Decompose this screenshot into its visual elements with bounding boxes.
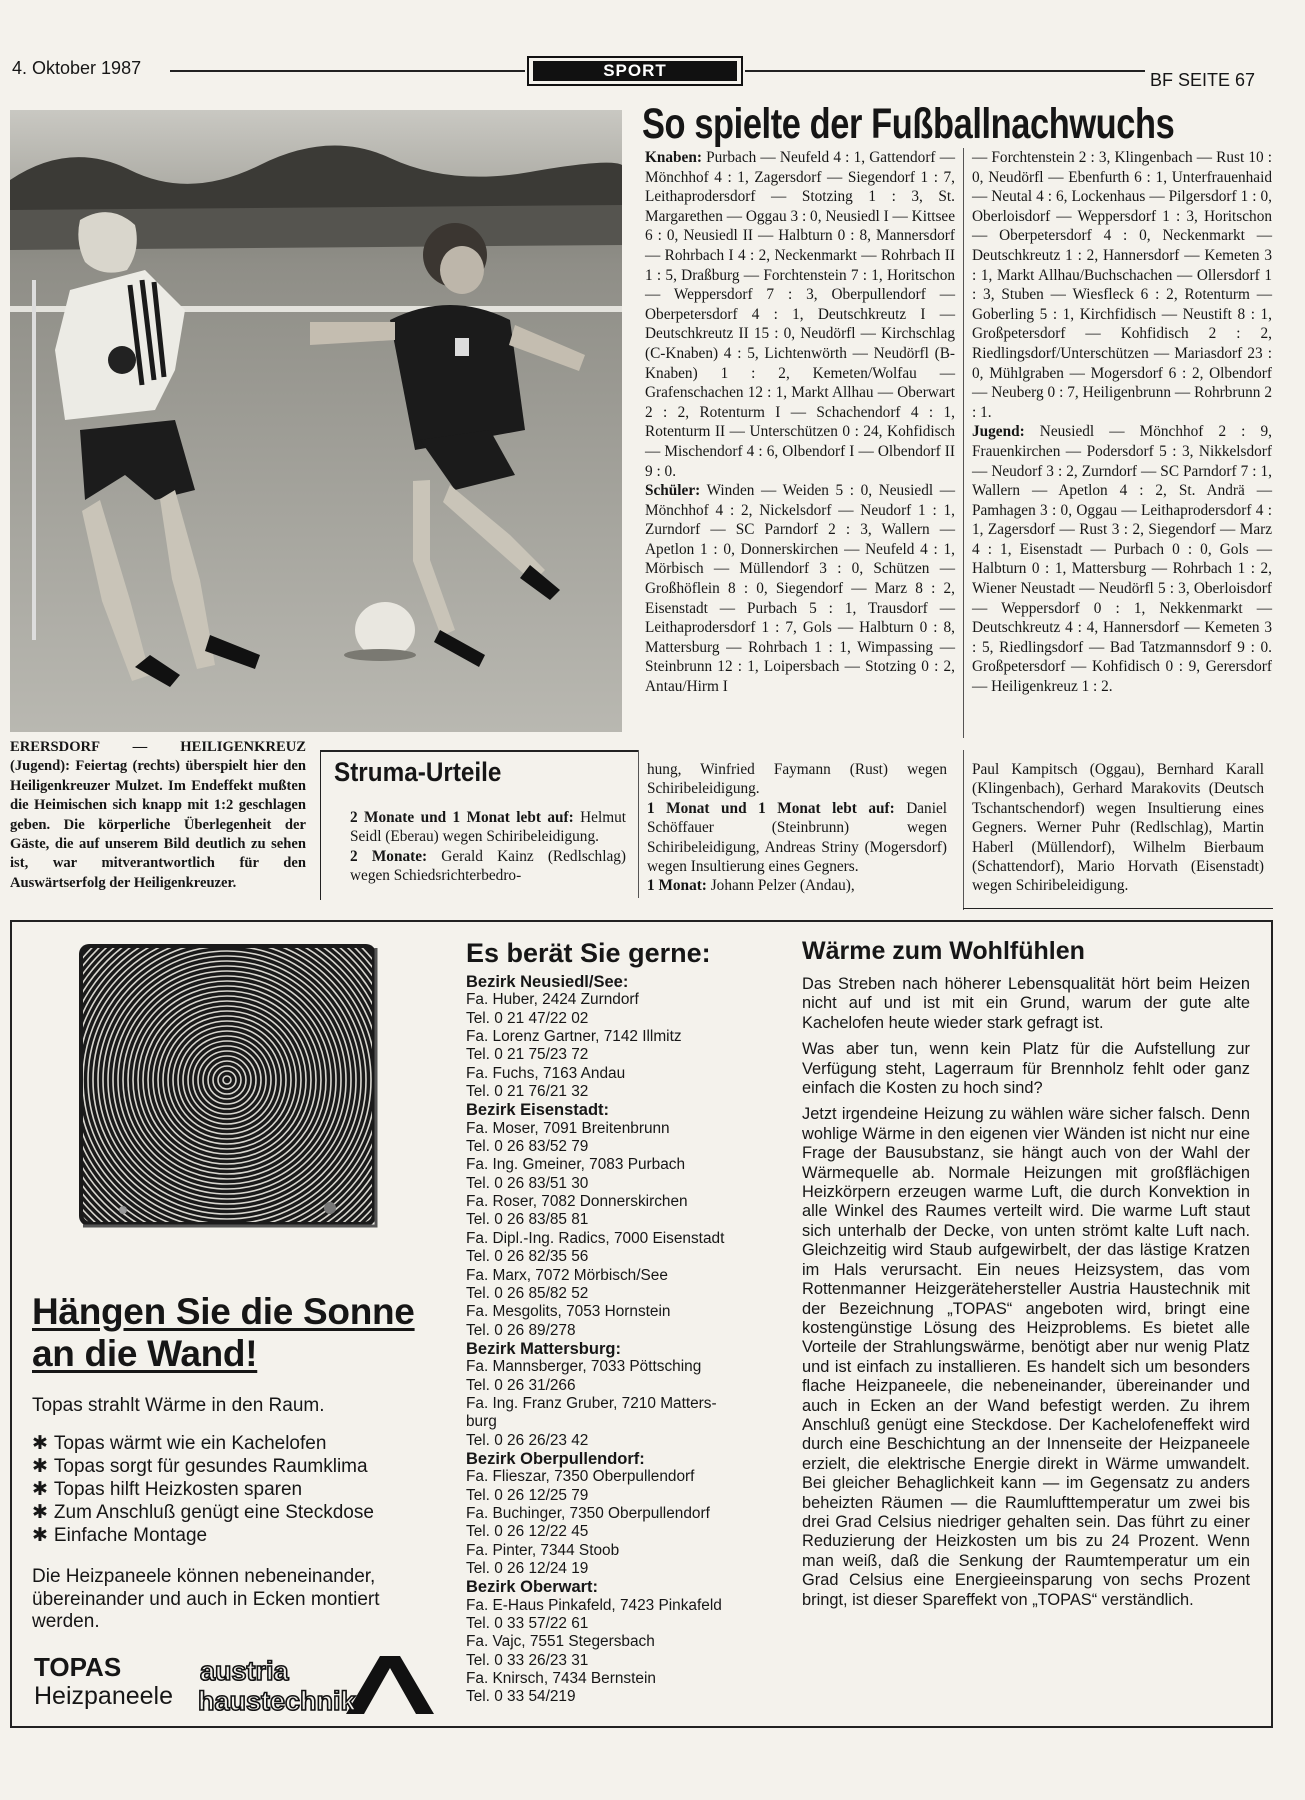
ad-subline: Topas strahlt Wärme in den Raum.: [32, 1395, 325, 1416]
feature-text: Topas sorgt für gesundes Raumklima: [53, 1456, 368, 1477]
dealer-line: Fa. Marx, 7072 Mörbisch/See: [466, 1266, 668, 1284]
dealer-line: Tel. 0 26 12/24 19: [466, 1560, 589, 1577]
section-label-box: [527, 56, 743, 86]
page-number: BF SEITE 67: [1150, 70, 1256, 90]
ad-article-body: [802, 975, 1250, 1617]
column-divider: [963, 148, 964, 738]
dealer-line: Tel. 0 26 83/85 81: [466, 1211, 589, 1229]
results-column-1: [645, 148, 955, 697]
heater-panel-image: [75, 940, 380, 1230]
dealer-line: Tel. 0 21 47/22 02: [466, 1009, 589, 1027]
asterisk-icon: ✱: [32, 1456, 48, 1477]
feature-item: [32, 1524, 374, 1547]
struma-column-1: [350, 808, 626, 886]
struma-bottom-rule: [963, 908, 1273, 909]
paragraph-text: Purbach — Neufeld 4 : 1, Gattendorf — Mönchhof 4 : 1, Zagersdorf — Siegendorf 1 : 7, Leithaprodersdorf — Stotzing 1 : 3, St. Margarethen — Oggau 3 : 0, Neusiedl I — Kittsee 6 : 0, Neusiedl II — Halbturn 0 : 8, Mannersdorf — Rohrbach I 4 : 2, Neckenmarkt — Rohrbach II 1 : 5, Draßburg — Forchtenstein 7 : 1, Horitschon — Weppersdorf 7 : 3, Oberpullendorf — Oberpetersdorf 4 : 1, Deutschkreutz I — Deutschkreutz II 15 : 0, Neudörfl — Kirchschlag (C-Knaben) 4 : 5, Lichtenwörth — Neudörfl (B-Knaben) 1 : 2, Kemeten/Wolfau — Grafenschachen 12 : 1, Markt Allhau — Oberwart 2 : 2, Rotenturm I — Schachendorf 4 : 1, Rotenturm II — Unterschützen 0 : 24, Kohfidisch — Mischendorf 4 : 6, Olbendorf I — Olbendorf II 9 : 0.: [645, 149, 955, 480]
dealer-region: Bezirk Oberwart:: [466, 1578, 599, 1597]
dealer-region: Bezirk Neusiedl/See:: [466, 973, 629, 991]
dealer-line: Tel. 0 26 85/82 52: [466, 1284, 589, 1302]
brand-subtitle: Heizpaneele: [34, 1682, 173, 1710]
football-photo: [10, 110, 622, 732]
entry-text: Paul Kampitsch (Oggau), Bernhard Karall (Klingenbach), Gerhard Marakovits (Deutsch Tschantschendorf) wegen Insultierung eines Gegners. Werner Puhr (Redlschlag), Martin Haberl (Müllendorf), Wilhelm Bierbaum (Schattendorf), Mario Horvath (Eisenstadt) wegen Schiribeleidigung.: [972, 761, 1264, 895]
dealer-line: Tel. 0 26 83/52 79: [466, 1138, 589, 1156]
dealer-line: Tel. 0 26 83/51 30: [466, 1174, 589, 1192]
dealer-region: Bezirk Mattersburg:: [466, 1339, 621, 1358]
entry-label: 2 Monate und 1 Monat lebt auf:: [350, 809, 574, 826]
struma-column-2: [647, 760, 947, 896]
feature-item: [32, 1432, 374, 1455]
struma-entry: [972, 760, 1264, 896]
results-paragraph: [645, 481, 955, 697]
dealer-title: Es berät Sie gerne:: [466, 938, 711, 968]
results-paragraph: [972, 422, 1272, 696]
dealer-line: Fa. E-Haus Pinkafeld, 7423 Pinkafeld: [466, 1596, 722, 1614]
column-divider: [963, 750, 964, 910]
entry-label: 2 Monate:: [350, 847, 428, 865]
feature-text: Einfache Montage: [53, 1525, 208, 1546]
dealer-line: Fa. Mesgolits, 7053 Hornstein: [466, 1303, 671, 1321]
issue-date: 4. Oktober 1987: [12, 58, 142, 78]
dealer-line: Fa. Vajc, 7551 Stegersbach: [466, 1633, 655, 1651]
ad-paragraph: Die Heizpaneele können nebeneinander, übereinander und auch in Ecken montiert werden.: [32, 1566, 380, 1632]
photo-caption: ERERSDORF — HEILIGENKREUZ (Jugend): Feiertag (rechts) überspielt hier den Heiligenkreuzer Mulzet. Im Endeffekt mußten die Heimischen sich knapp mit 1:2 geschlagen geben. Die körperliche Überlegenheit der Gäste, die auf unserem Bild deutlich zu sehen ist, war mitverantwortlich für den Auswärtserfolg der Heiligenkreuzer.: [10, 739, 306, 891]
dealer-line: Fa. Huber, 2424 Zurndorf: [466, 991, 639, 1009]
dealer-line: Fa. Lorenz Gartner, 7142 Illmitz: [466, 1028, 682, 1046]
article-paragraph: Jetzt irgendeine Heizung zu wählen wäre sicher falsch. Denn wohlige Wärme in den eigenen vier Wänden ist nicht nur eine Frage der Bausubstanz, sie hängt auch von der Wahl der Wärmequelle ab. Normale Heizungen mit großflächigen Heizkörpern erzeugen warme Luft, die durch Konvektion in alle Winkel des Raumes verteilt wird. Die warme Luft staut sich unterhalb der Decke, von unten strömt kalte Luft nach. Gleichzeitig wird Staub aufgewirbelt, der das lästige Kratzen im Hals verursacht. Ein neues Heizsystem, das vom Rottenmanner Heizgerätehersteller Austria Haustechnik mit der Bezeichnung „TOPAS“ angeboten wird, bringt eine kostengünstige Lösung des Heizproblems. Es bietet alle Vorteile der Strahlungswärme, benötigt aber nur wenig Platz und ist einfach zu installieren. Es handelt sich um besonders flache Heizpaneele, die nebeneinander, übereinander und auch in Ecken an der Wand befestigt werden. Zu ihrem Anschluß genügt eine Steckdose. Der Kachelofeneffekt wird durch eine Beschichtung an der Innenseite der Heizpaneele erzielt, die elektrische Energie direkt in Wärme umwandelt. Bei gleicher Behaglichkeit kann — im Gegensatz zu anders beheizten Räumen — die Raumlufttemperatur um zwei bis drei Grad Celsius niedriger gehalten sein. Das führt zu einer Reduzierung der Heizkosten um bis zu 24 Prozent. Wenn man weiß, daß die Senkung der Raumtemperatur um ein Grad Celsius eine Energieeinsparung von sechs Prozent bringt, ist dieser Spareffekt von „TOPAS“ verständlich.: [802, 1105, 1250, 1609]
results-paragraph: [972, 148, 1272, 422]
header-rule-right: [745, 70, 1145, 72]
feature-text: Topas wärmt wie ein Kachelofen: [53, 1433, 327, 1454]
results-paragraph: [645, 148, 955, 481]
austria-haustechnik-logo: [196, 1654, 436, 1716]
paragraph-label: Schüler:: [645, 482, 701, 500]
dealer-line: Tel. 0 26 26/23 42: [466, 1431, 589, 1449]
paragraph-text: — Forchtenstein 2 : 3, Klingenbach — Rust 10 : 0, Neudörfl — Ebenfurth 6 : 1, Unterfrauenhaid — Neutal 4 : 6, Lockenhaus — Pilgersdorf 1 : 0, Oberloisdorf — Weppersdorf 1 : 3, Horitschon — Oberpetersdorf 4 : 0, Neckenmarkt — Deutschkreutz 1 : 2, Hannersdorf — Kemeten 3 : 1, Markt Allhau/Buchschachen — Ollersdorf 1 : 3, Stuben — Wiesfleck 6 : 2, Rotenturm — Goberling 5 : 1, Kirchfidisch — Neustift 8 : 1, Großpetersdorf — Kohfidisch 2 : 2, Riedlingsdorf/Unterschützen — Mariasdorf 23 : 0, Mühlgraben — Mogersdorf 6 : 2, Olbendorf — Neuberg 0 : 7, Heiligenbrunn — Rohrbrunn 2 : 1.: [972, 149, 1272, 421]
dealer-line: Fa. Ing. Gmeiner, 7083 Purbach: [466, 1156, 686, 1174]
article-paragraph: Das Streben nach höherer Lebensqualität hört beim Heizen nicht auf und ist mit ein Grund, warum der gute alte Kachelofen heute wieder stark gefragt ist.: [802, 975, 1250, 1032]
struma-entry: [350, 808, 626, 847]
dealer-line: Fa. Flieszar, 7350 Oberpullendorf: [466, 1468, 695, 1486]
dealer-line: Fa. Ing. Franz Gruber, 7210 Matters-: [466, 1394, 717, 1412]
dealer-line: Fa. Dipl.-Ing. Radics, 7000 Eisenstadt: [466, 1229, 725, 1247]
ad-article-title: Wärme zum Wohlfühlen: [802, 937, 1085, 965]
dealer-line: Fa. Pinter, 7344 Stoob: [466, 1541, 620, 1559]
dealer-line: Fa. Mannsberger, 7033 Pöttsching: [466, 1358, 702, 1376]
paragraph-text: Winden — Weiden 5 : 0, Neusiedl — Mönchhof 4 : 2, Nickelsdorf — Neudorf 1 : 1, Zurndorf — SC Parndorf 2 : 3, Wallern — Apetlon 1 : 0, Donnerskirchen — Neufeld 4 : 1, Mörbisch — Müllendorf 3 : 0, Schützen — Großhöflein 8 : 0, Siegendorf — Marz 8 : 2, Eisenstadt — Purbach 5 : 1, Trausdorf — Leithaprodersdorf 1 : 7, Gols — Halbturn 0 : 8, Mattersburg — Rohrbach 1 : 1, Wimpassing — Steinbrunn 12 : 1, Loipersbach — Stotzing 0 : 2, Antau/Hirm I: [645, 482, 955, 696]
asterisk-icon: ✱: [32, 1433, 48, 1454]
ad-headline-line-1: Hängen Sie die Sonne: [32, 1291, 415, 1332]
header-rule-left: [170, 70, 525, 72]
struma-entry: [647, 760, 947, 799]
dealer-region: Bezirk Oberpullendorf:: [466, 1449, 645, 1468]
paragraph-label: Knaben:: [645, 149, 702, 166]
entry-text: Helmut Seidl (Eberau) wegen Schiribeleidigung.: [350, 809, 626, 846]
article-paragraph: Was aber tun, wenn kein Platz für die Aufstellung zur Verfügung steht, Lagerraum für Brennholz fehlt oder ganz einfach die Kosten zu hoch sind?: [802, 1040, 1250, 1098]
dealer-line: Tel. 0 26 31/266: [466, 1376, 576, 1394]
feature-text: Zum Anschluß genügt eine Steckdose: [53, 1502, 374, 1523]
dealer-line: Tel. 0 26 89/278: [466, 1321, 576, 1339]
dealer-line: Tel. 0 26 82/35 56: [466, 1248, 589, 1266]
logo-graphic: [196, 1654, 436, 1716]
dealer-line: Tel. 0 33 57/22 61: [466, 1615, 589, 1633]
dealer-line: Fa. Buchinger, 7350 Oberpullendorf: [466, 1504, 710, 1522]
struma-entry: [647, 876, 947, 895]
struma-column-3: [972, 760, 1264, 896]
asterisk-icon: ✱: [32, 1502, 48, 1523]
feature-item: [32, 1478, 374, 1501]
dealer-line: Tel. 0 21 75/23 72: [466, 1046, 589, 1064]
struma-entry: [350, 847, 626, 886]
section-label: SPORT: [533, 61, 737, 81]
feature-text: Topas hilft Heizkosten sparen: [53, 1479, 303, 1500]
dealer-region: Bezirk Eisenstadt:: [466, 1101, 610, 1120]
ad-headline: [32, 1291, 415, 1375]
paragraph-text: Neusiedl — Mönchhof 2 : 9, Frauenkirchen — Podersdorf 5 : 3, Nikkelsdorf — Neudorf 3 : 2, Zurndorf — SC Parndorf 7 : 1, Wallern — Apetlon 4 : 2, St. Andrä — Pamhagen 3 : 0, Oggau — Leithaprodersdorf 4 : 1, Zagersdorf — Rust 3 : 2, Siegendorf — Marz 4 : 1, Eisenstadt — Purbach 0 : 0, Gols — Halbturn 0 : 1, Mattersburg — Rohrbach 1 : 2, Wiener Neustadt — Neudörfl 5 : 3, Oberloisdorf — Weppersdorf 0 : 1, Nekkenmarkt — Deutschkreutz 4 : 4, Hannersdorf — Kemeten 3 : 5, Riedlingsdorf — Bad Tatzmannsdorf 9 : 0. Großpetersdorf — Kohfidisch 0 : 9, Gerersdorf — Heiligenkreuz 1 : 2.: [972, 423, 1272, 696]
entry-text: Gerald Kainz (Redlschlag) wegen Schiedsrichterbedro-: [350, 847, 626, 885]
dealer-line: Fa. Roser, 7082 Donnerskirchen: [466, 1193, 688, 1211]
logo-text-line-1: austria: [200, 1656, 289, 1686]
entry-label: 1 Monat:: [647, 877, 707, 895]
dealer-line: Fa. Moser, 7091 Breitenbrunn: [466, 1119, 670, 1137]
entry-text: Johann Pelzer (Andau),: [706, 877, 855, 895]
dealer-line: Tel. 0 26 12/22 45: [466, 1523, 589, 1541]
entry-text: Daniel Schöffauer (Steinbrunn) wegen Schiribeleidigung, Andreas Striny (Mogersdorf) wegen Insultierung eines Gegners.: [647, 799, 947, 876]
dealer-list: [466, 973, 766, 1707]
ad-feature-list: [32, 1432, 374, 1547]
photo-illustration: [10, 110, 622, 732]
paragraph-label: Jugend:: [972, 423, 1025, 441]
results-column-2: [972, 148, 1272, 697]
asterisk-icon: ✱: [32, 1479, 48, 1500]
struma-entry: [647, 799, 947, 877]
article-headline: So spielte der Fußballnachwuchs: [642, 100, 1175, 148]
column-divider: [638, 750, 639, 898]
ad-headline-line-2: an die Wand!: [32, 1333, 258, 1374]
dealer-line: Tel. 0 26 12/25 79: [466, 1486, 589, 1504]
feature-item: [32, 1455, 374, 1478]
dealer-line: Fa. Knirsch, 7434 Bernstein: [466, 1670, 656, 1688]
dealer-line: Tel. 0 21 76/21 32: [466, 1083, 589, 1101]
entry-label: 1 Monat und 1 Monat lebt auf:: [647, 799, 895, 817]
struma-title: Struma-Urteile: [334, 757, 502, 787]
dealer-line: burg: [466, 1413, 497, 1431]
asterisk-icon: ✱: [32, 1525, 48, 1546]
logo-text-line-2: haustechnik: [198, 1686, 356, 1716]
dealer-line: Fa. Fuchs, 7163 Andau: [466, 1064, 626, 1082]
heater-panel-illustration: [75, 940, 380, 1230]
brand-name: TOPAS: [34, 1652, 122, 1682]
feature-item: [32, 1501, 374, 1524]
dealer-line: Tel. 0 33 26/23 31: [466, 1651, 589, 1669]
dealer-line: Tel. 0 33 54/219: [466, 1688, 576, 1706]
entry-text: hung, Winfried Faymann (Rust) wegen Schiribeleidigung.: [647, 761, 947, 798]
